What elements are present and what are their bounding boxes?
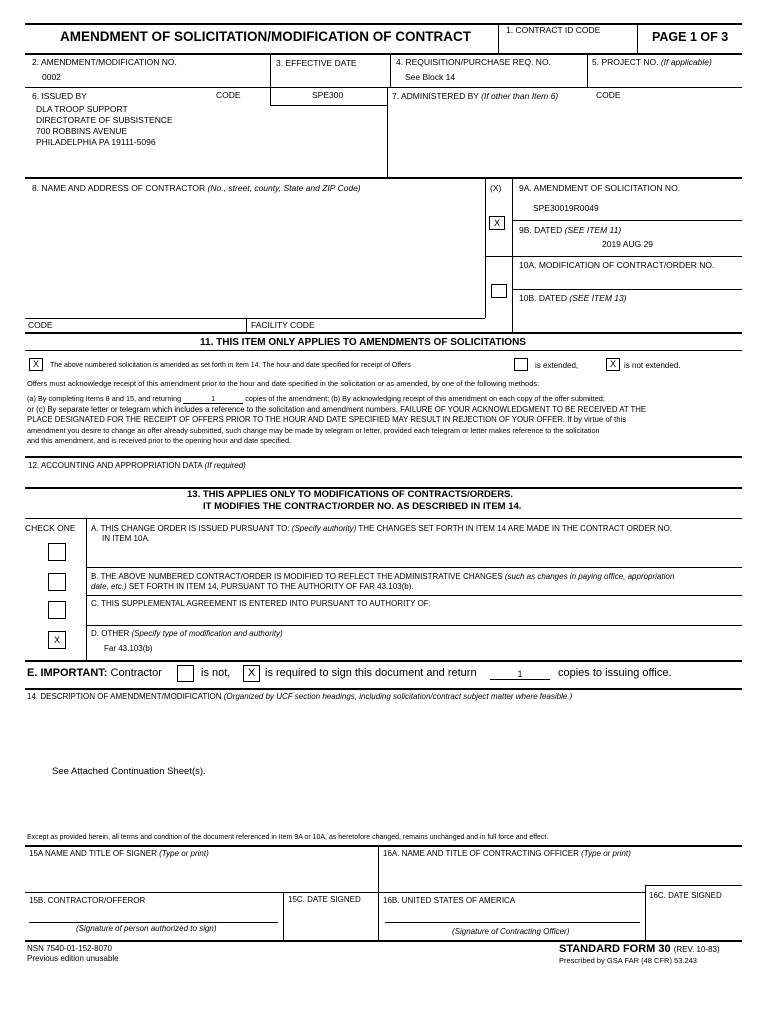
administered-by-label: 7. ADMINISTERED BY (If other than Item 6) xyxy=(392,91,559,101)
issued-by-address: DLA TROOP SUPPORT DIRECTORATE OF SUBSISTENCE 700 ROBBINS AVENUE PHILADELPHIA PA 19111-5096 xyxy=(36,104,173,147)
row-border xyxy=(25,87,742,88)
option-c-checkbox[interactable] xyxy=(48,601,66,619)
divider xyxy=(390,53,391,87)
option-b-checkbox[interactable] xyxy=(48,573,66,591)
is-required-label: is required to sign this document and return xyxy=(265,667,477,679)
not-required-checkbox[interactable] xyxy=(177,665,194,682)
amendment-solicitation-value[interactable]: SPE30019R0049 xyxy=(533,203,599,213)
contractor-offeror-label: 15B. CONTRACTOR/OFFEROR xyxy=(29,896,146,905)
row-border xyxy=(25,177,742,179)
x-column-label: (X) xyxy=(490,183,502,193)
requisition-value[interactable]: See Block 14 xyxy=(405,72,456,82)
row-border xyxy=(512,220,742,221)
item11-line5: PLACE DESIGNATED FOR THE RECEIPT OF OFFERS PRIOR TO THE HOUR AND DATE SPECIFIED MAY RESULT IN REJECTION OF YOUR OFFER. If by virtue of this xyxy=(27,415,627,424)
modification-label: 10A. MODIFICATION OF CONTRACT/ORDER NO. xyxy=(519,260,715,270)
is-extended-checkbox[interactable] xyxy=(514,358,528,371)
is-extended-label: is extended, xyxy=(535,361,579,370)
amendment-label: 2. AMENDMENT/MODIFICATION NO. xyxy=(32,57,177,67)
project-label: 5. PROJECT NO. (If applicable) xyxy=(592,57,712,67)
contract-id-label: 1. CONTRACT ID CODE xyxy=(506,25,601,35)
contractor-date-label: 15C. DATE SIGNED xyxy=(288,895,361,904)
option-d-value[interactable]: Far 43.103(b) xyxy=(104,644,153,653)
divider xyxy=(246,318,247,332)
officer-signature-caption: (Signature of Contracting Officer) xyxy=(452,927,570,936)
important-line: E. IMPORTANT: Contractor xyxy=(27,667,162,679)
row-border xyxy=(512,289,742,290)
is-not-label: is not, xyxy=(201,667,231,679)
divider xyxy=(387,87,388,177)
previous-edition: Previous edition unusable xyxy=(27,954,119,963)
code-label: CODE xyxy=(216,90,241,100)
item11-line3: (a) By completing Items 8 and 15, and returning 1 copies of the amendment; (b) By acknowledging receipt of this amendment on each copy of the offer submitted; xyxy=(27,394,605,403)
divider xyxy=(283,892,284,940)
not-extended-label: is not extended. xyxy=(624,361,681,370)
divider xyxy=(498,23,499,53)
requisition-label: 4. REQUISITION/PURCHASE REQ. NO. xyxy=(396,57,551,67)
option-a-text: A. THIS CHANGE ORDER IS ISSUED PURSUANT TO: (Specify authority) THE CHANGES SET FORTH IN ITEM 14 ARE MADE IN THE CONTRACT ORDER NO. xyxy=(91,524,673,533)
check-one-label: CHECK ONE xyxy=(25,523,76,533)
row-border xyxy=(86,625,742,626)
top-border xyxy=(25,23,742,25)
option-a-checkbox[interactable] xyxy=(48,543,66,561)
row-border xyxy=(25,660,742,662)
row-border xyxy=(25,332,742,334)
option-c-text: C. THIS SUPPLEMENTAL AGREEMENT IS ENTERED INTO PURSUANT TO AUTHORITY OF: xyxy=(91,599,431,608)
row-border xyxy=(270,105,387,106)
divider xyxy=(485,177,486,318)
code-value[interactable]: SPE300 xyxy=(312,90,344,100)
form-title: AMENDMENT OF SOLICITATION/MODIFICATION OF CONTRACT xyxy=(60,29,471,44)
amendment-value[interactable]: 0002 xyxy=(42,72,61,82)
not-extended-checkbox[interactable]: X xyxy=(606,358,620,371)
accounting-label: 12. ACCOUNTING AND APPROPRIATION DATA (If required) xyxy=(28,461,246,470)
copies-field[interactable]: 1 xyxy=(490,669,550,680)
item13-title1: 13. THIS APPLIES ONLY TO MODIFICATIONS OF CONTRACTS/ORDERS. xyxy=(187,489,514,500)
officer-date-label: 16C. DATE SIGNED xyxy=(649,891,722,900)
page-number: PAGE 1 OF 3 xyxy=(652,30,729,44)
nsn-number: NSN 7540-01-152-8070 xyxy=(27,944,112,953)
required-checkbox[interactable]: X xyxy=(243,665,260,682)
item13-title2: IT MODIFIES THE CONTRACT/ORDER NO. AS DESCRIBED IN ITEM 14. xyxy=(203,501,522,512)
officer-name-label: 16A. NAME AND TITLE OF CONTRACTING OFFICER (Type or print) xyxy=(383,849,631,858)
copies-returned-field[interactable]: 1 xyxy=(183,395,243,404)
option-d-text: D. OTHER (Specify type of modification and authority) xyxy=(91,629,283,638)
option-a-line2: IN ITEM 10A. xyxy=(102,534,151,543)
row-border xyxy=(25,892,378,893)
item11-line4: or (c) By separate letter or telegram which includes a reference to the solicitation and amendment numbers. FAILURE OF YOUR ACKNOWLEDGMENT TO BE RECEIVED AT THE xyxy=(27,405,647,414)
divider xyxy=(86,518,87,660)
terms-text: Except as provided herein, all terms and condition of the document referenced in Item 9A or 10A, as heretofore changed, remains unchanged and in full force and effect. xyxy=(27,834,549,841)
divider xyxy=(270,53,271,105)
row-border xyxy=(485,256,742,257)
dated-10b-label: 10B. DATED (SEE ITEM 13) xyxy=(519,293,627,303)
dated-9b-label: 9B. DATED (SEE ITEM 11) xyxy=(519,225,622,235)
facility-code-label: FACILITY CODE xyxy=(251,320,315,330)
us-america-label: 16B. UNITED STATES OF AMERICA xyxy=(383,896,516,905)
row-border xyxy=(25,845,742,847)
officer-signature-line[interactable] xyxy=(385,922,640,923)
effective-date-label: 3. EFFECTIVE DATE xyxy=(276,58,357,68)
item11-text: The above numbered solicitation is amended as set forth in Item 14. The hour and date specified for receipt of Offers xyxy=(50,362,411,369)
option-d-checkbox[interactable]: X xyxy=(48,631,66,649)
item11-line2: Offers must acknowledge receipt of this amendment prior to the hour and date specified in the solicitation or as amended, by one of the following methods: xyxy=(27,379,540,388)
divider xyxy=(587,53,588,87)
issued-by-label: 6. ISSUED BY xyxy=(32,91,87,101)
standard-form: STANDARD FORM 30 (REV. 10-83) xyxy=(559,943,720,955)
amendment-solicitation-label: 9A. AMENDMENT OF SOLICITATION NO. xyxy=(519,183,681,193)
check-10-checkbox[interactable] xyxy=(491,284,507,298)
admin-code-label: CODE xyxy=(596,90,621,100)
item11-line7: and this amendment, and is received prior to the opening hour and date specified. xyxy=(27,436,292,445)
row-border xyxy=(25,53,742,55)
row-border xyxy=(25,318,485,319)
item11-line6: amendment you desire to change an offer already submitted, such change may be made by telegram or letter, provided each telegram or letter makes reference to the solicitation xyxy=(27,426,600,435)
contractor-code-label: CODE xyxy=(28,320,53,330)
row-border xyxy=(86,595,742,596)
option-b-line2: date, etc.) SET FORTH IN ITEM 14, PURSUANT TO THE AUTHORITY OF FAR 43.103(b). xyxy=(91,582,414,591)
dated-9b-value[interactable]: 2019 AUG 29 xyxy=(602,239,654,249)
row-border xyxy=(645,885,742,886)
divider xyxy=(637,23,638,53)
contractor-signature-line[interactable] xyxy=(29,922,278,923)
option-b-text: B. THE ABOVE NUMBERED CONTRACT/ORDER IS MODIFIED TO REFLECT THE ADMINISTRATIVE CHANGES (such as changes in paying office, appropriation xyxy=(91,572,675,581)
row-border xyxy=(25,350,742,351)
row-border xyxy=(378,892,645,893)
signer-name-label: 15A NAME AND TITLE OF SIGNER (Type or print) xyxy=(29,849,209,858)
prescribed-by: Prescribed by GSA FAR (48 CFR) 53.243 xyxy=(559,956,697,965)
description-label: 14. DESCRIPTION OF AMENDMENT/MODIFICATION (Organized by UCF section headings, including solicitation/contract subject matter where feasible.) xyxy=(27,692,573,701)
row-border xyxy=(25,688,742,690)
divider xyxy=(645,885,646,940)
copies-text: copies to issuing office. xyxy=(558,667,672,679)
description-body[interactable]: See Attached Continuation Sheet(s). xyxy=(52,766,206,777)
contractor-label: 8. NAME AND ADDRESS OF CONTRACTOR (No., street, county, State and ZIP Code) xyxy=(32,183,361,193)
row-border xyxy=(25,518,742,519)
row-border xyxy=(86,567,742,568)
solicitation-amended-checkbox[interactable]: X xyxy=(29,358,43,371)
contractor-signature-caption: (Signature of person authorized to sign) xyxy=(76,924,217,933)
row-border xyxy=(25,456,742,458)
item11-title: 11. THIS ITEM ONLY APPLIES TO AMENDMENTS OF SOLICITATIONS xyxy=(200,337,526,348)
divider xyxy=(512,177,513,332)
check-9b-checkbox[interactable]: X xyxy=(489,216,505,230)
row-border xyxy=(25,940,742,942)
